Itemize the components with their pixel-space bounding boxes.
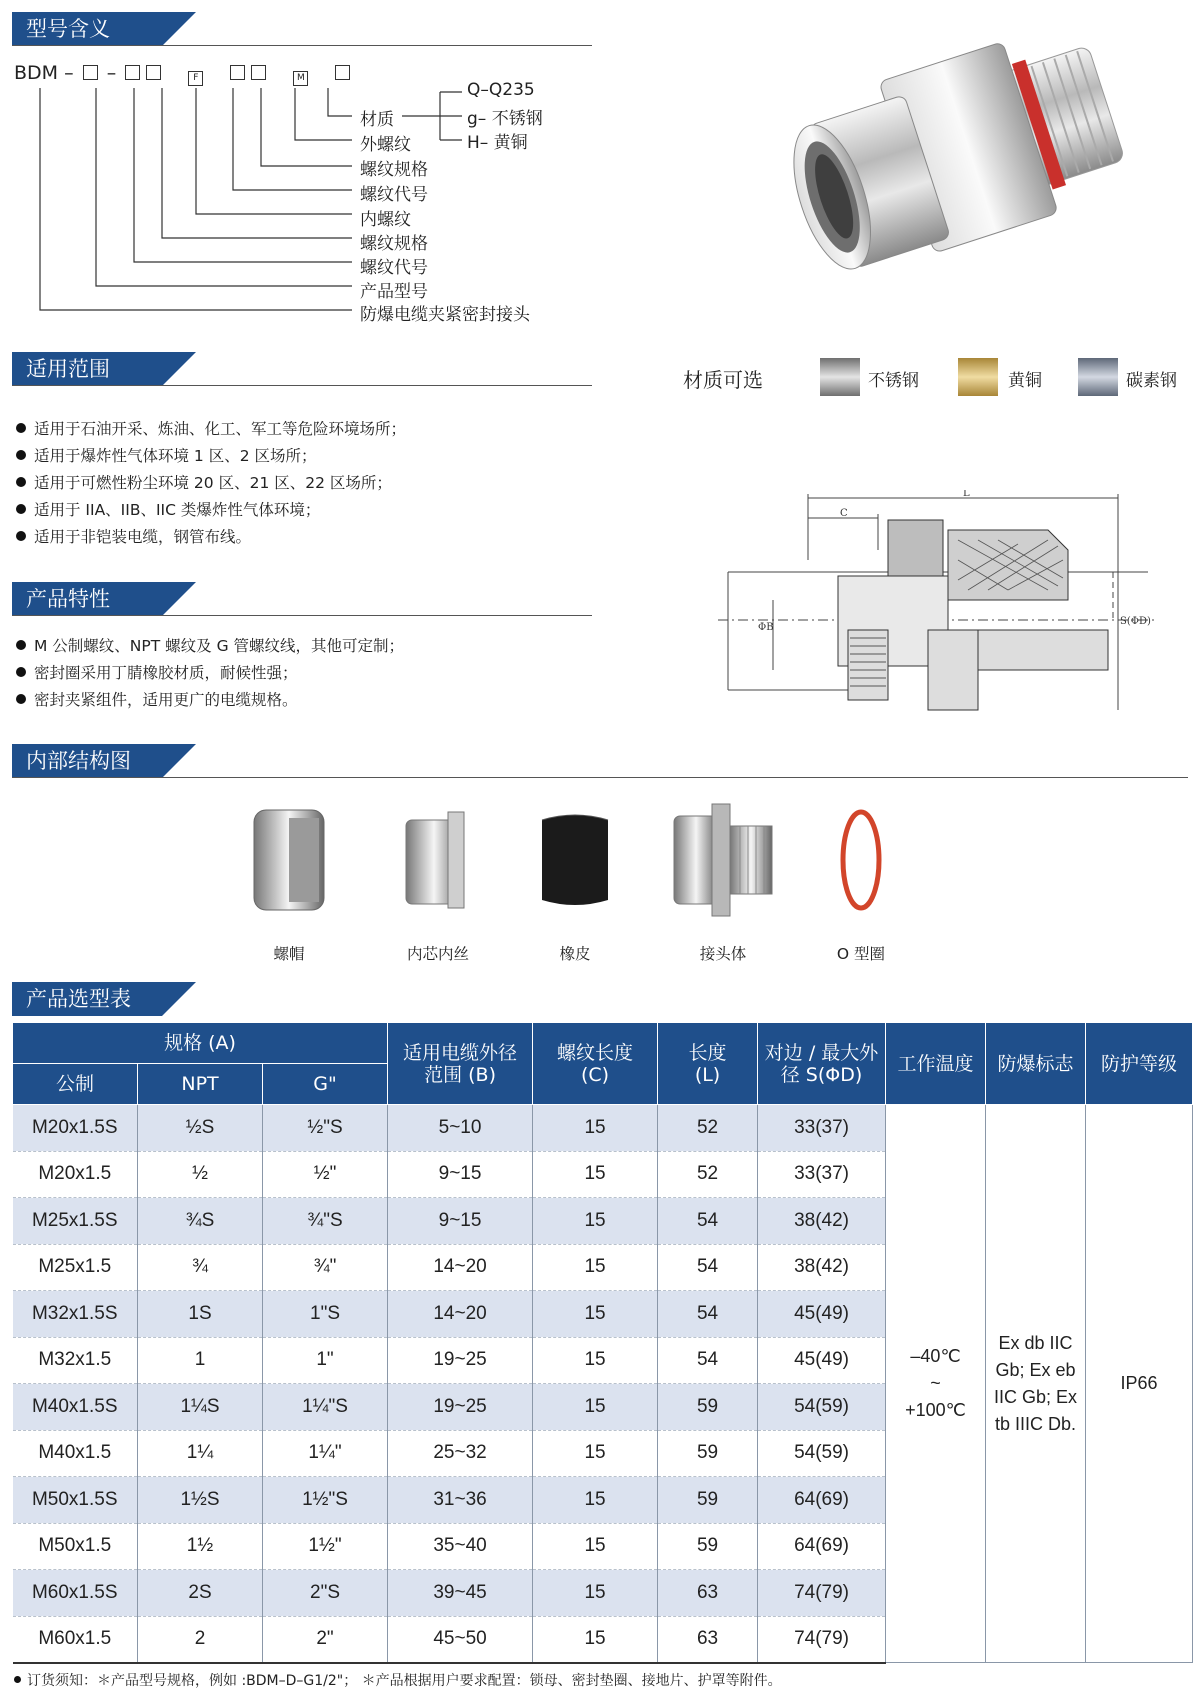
header-temp: 工作温度 xyxy=(886,1023,986,1105)
drawing-label-bore: ΦB xyxy=(758,622,774,633)
legend-thread-code: 螺纹代号 xyxy=(360,258,428,278)
part-label-body: 接头体 xyxy=(699,945,747,963)
leader-line xyxy=(233,88,352,190)
table-cell: 15 xyxy=(533,1384,658,1431)
section-title: 内部结构图 xyxy=(12,744,162,778)
table-cell: M32x1.5S xyxy=(13,1291,138,1338)
bullet-icon xyxy=(16,423,26,433)
list-item: M 公制螺纹、NPT 螺纹及 G 管螺纹线，其他可定制； xyxy=(16,633,404,660)
features-list xyxy=(16,633,404,714)
part-label-rubber: 橡皮 xyxy=(559,945,591,963)
header-hex: 对边 / 最大外 径 S(ΦD) xyxy=(758,1023,886,1105)
table-cell: 2S xyxy=(138,1570,263,1617)
table-cell: 9~15 xyxy=(388,1151,533,1198)
section-rule xyxy=(12,777,1188,778)
technical-drawing xyxy=(718,490,1180,720)
table-cell: 19~25 xyxy=(388,1337,533,1384)
table-cell: 1"S xyxy=(263,1291,388,1338)
swatch-stainless xyxy=(820,358,860,396)
table-cell: 54 xyxy=(658,1337,758,1384)
table-cell: 9~15 xyxy=(388,1198,533,1245)
table-cell: 64(69) xyxy=(758,1477,886,1524)
bullet-icon xyxy=(14,1676,21,1683)
table-cell: M40x1.5S xyxy=(13,1384,138,1431)
legend-thread-spec: 螺纹规格 xyxy=(360,160,428,180)
table-cell: 54 xyxy=(658,1291,758,1338)
table-cell: M40x1.5 xyxy=(13,1430,138,1477)
drawing-label-length: L xyxy=(963,490,970,499)
material-code: Q–Q235 xyxy=(467,80,535,100)
table-cell: 59 xyxy=(658,1523,758,1570)
header-thread-length: 螺纹长度 (C) xyxy=(533,1023,658,1105)
table-cell: 1½S xyxy=(138,1477,263,1524)
scope-list xyxy=(16,416,406,551)
legend-thread-spec: 螺纹规格 xyxy=(360,234,428,254)
table-cell: 45~50 xyxy=(388,1616,533,1663)
header-cable-range: 适用电缆外径 范围 (B) xyxy=(388,1023,533,1105)
header-npt: NPT xyxy=(138,1064,263,1105)
model-leader-lines xyxy=(0,0,600,330)
leader-line xyxy=(162,88,352,238)
table-cell: ¾"S xyxy=(263,1198,388,1245)
section-title: 产品特性 xyxy=(12,582,162,616)
table-cell: 15 xyxy=(533,1198,658,1245)
material-options-title: 材质可选 xyxy=(683,368,763,392)
table-cell: 15 xyxy=(533,1244,658,1291)
section-rule xyxy=(12,385,592,386)
table-cell: 14~20 xyxy=(388,1291,533,1338)
header-ex-mark: 防爆标志 xyxy=(986,1023,1086,1105)
bullet-icon xyxy=(16,694,26,704)
table-cell: 1½"S xyxy=(263,1477,388,1524)
part-rubber-image xyxy=(520,800,630,920)
material-code: H– 黄铜 xyxy=(467,133,528,153)
table-cell: M50x1.5 xyxy=(13,1523,138,1570)
table-cell: M20x1.5S xyxy=(13,1105,138,1152)
table-cell: ¾" xyxy=(263,1244,388,1291)
table-cell: 15 xyxy=(533,1616,658,1663)
part-label-inner-core: 内芯内丝 xyxy=(406,945,469,963)
list-item: 适用于非铠装电缆，钢管布线。 xyxy=(16,524,406,551)
table-cell: 33(37) xyxy=(758,1105,886,1152)
temp-cell: –40℃ ~ +100℃ xyxy=(886,1105,986,1663)
table-cell: 64(69) xyxy=(758,1523,886,1570)
table-cell: 1 xyxy=(138,1337,263,1384)
part-oring-image xyxy=(806,800,916,920)
table-cell: 2"S xyxy=(263,1570,388,1617)
product-photo xyxy=(760,18,1180,318)
legend-ext-thread: 外螺纹 xyxy=(360,135,411,155)
part-label-nut: 螺帽 xyxy=(273,945,305,963)
legend-thread-code: 螺纹代号 xyxy=(360,185,428,205)
table-cell: 33(37) xyxy=(758,1151,886,1198)
drawing-label-thread: C xyxy=(840,508,848,519)
table-cell: 15 xyxy=(533,1337,658,1384)
table-cell: 19~25 xyxy=(388,1384,533,1431)
swatch-label: 黄铜 xyxy=(1008,371,1042,391)
table-cell: 1½" xyxy=(263,1523,388,1570)
swatch-brass xyxy=(958,358,998,396)
leader-line xyxy=(134,88,352,262)
bullet-icon xyxy=(16,450,26,460)
drawing-label-hex: S(ΦD) xyxy=(1120,616,1151,627)
bullet-icon xyxy=(16,504,26,514)
list-item: 适用于爆炸性气体环境 1 区、2 区场所； xyxy=(16,443,406,470)
table-cell: 54(59) xyxy=(758,1430,886,1477)
table-cell: 63 xyxy=(658,1616,758,1663)
selection-table xyxy=(12,1022,1193,1664)
table-cell: M32x1.5 xyxy=(13,1337,138,1384)
section-title: 型号含义 xyxy=(12,12,162,46)
table-cell: 35~40 xyxy=(388,1523,533,1570)
ip-cell: IP66 xyxy=(1086,1105,1193,1663)
part-inner-core-image xyxy=(378,800,488,920)
table-cell: 31~36 xyxy=(388,1477,533,1524)
table-cell: 59 xyxy=(658,1384,758,1431)
order-note: 订货须知：＊产品型号规格，例如 :BDM–D–G1/2"； ＊产品根据用户要求配置：锁母、密封垫圈、接地片、护罩等附件。 xyxy=(14,1670,782,1690)
table-cell: 2 xyxy=(138,1616,263,1663)
model-sep: – xyxy=(106,62,117,84)
ex-mark-cell: Ex db IIC Gb; Ex eb IIC Gb; Ex tb IIIC Db. xyxy=(986,1105,1086,1663)
swatch-carbon xyxy=(1078,358,1118,396)
table-cell: M50x1.5S xyxy=(13,1477,138,1524)
table-cell: 5~10 xyxy=(388,1105,533,1152)
legend-product-name: 防爆电缆夹紧密封接头 xyxy=(360,305,530,325)
table-cell: ½S xyxy=(138,1105,263,1152)
table-body xyxy=(13,1105,1193,1663)
model-prefix: BDM xyxy=(14,62,59,84)
table-cell: 15 xyxy=(533,1430,658,1477)
legend-product-model: 产品型号 xyxy=(360,282,428,302)
table-cell: M25x1.5S xyxy=(13,1198,138,1245)
table-cell: 15 xyxy=(533,1105,658,1152)
table-cell: ½"S xyxy=(263,1105,388,1152)
table-row xyxy=(13,1105,1193,1152)
table-cell: 54 xyxy=(658,1244,758,1291)
header-length: 长度 (L) xyxy=(658,1023,758,1105)
table-cell: 59 xyxy=(658,1477,758,1524)
legend-int-thread: 内螺纹 xyxy=(360,210,411,230)
code-box-f: F xyxy=(188,71,203,86)
list-item: 密封圈采用丁腈橡胶材质，耐候性强； xyxy=(16,660,404,687)
table-cell: ¾ xyxy=(138,1244,263,1291)
leader-line xyxy=(295,88,352,140)
table-cell: M25x1.5 xyxy=(13,1244,138,1291)
table-cell: 63 xyxy=(658,1570,758,1617)
header-ip: 防护等级 xyxy=(1086,1023,1193,1105)
swatch-label: 不锈钢 xyxy=(868,371,919,391)
table-cell: 38(42) xyxy=(758,1198,886,1245)
table-cell: M60x1.5S xyxy=(13,1570,138,1617)
list-item: 密封夹紧组件，适用更广的电缆规格。 xyxy=(16,687,404,714)
list-item: 适用于石油开采、炼油、化工、军工等危险环境场所； xyxy=(16,416,406,443)
table-cell: 59 xyxy=(658,1430,758,1477)
table-cell: ¾S xyxy=(138,1198,263,1245)
table-cell: 2" xyxy=(263,1616,388,1663)
leader-line xyxy=(328,88,352,116)
table-cell: 45(49) xyxy=(758,1337,886,1384)
bullet-icon xyxy=(16,531,26,541)
bullet-icon xyxy=(16,640,26,650)
list-item: 适用于 IIA、IIB、IIC 类爆炸性气体环境； xyxy=(16,497,406,524)
table-cell: 52 xyxy=(658,1151,758,1198)
table-cell: ½" xyxy=(263,1151,388,1198)
table-cell: 15 xyxy=(533,1570,658,1617)
table-cell: 74(79) xyxy=(758,1616,886,1663)
table-cell: 1¼S xyxy=(138,1384,263,1431)
leader-line xyxy=(261,88,352,166)
table-cell: 15 xyxy=(533,1291,658,1338)
table-cell: 1¼"S xyxy=(263,1384,388,1431)
list-item: 适用于可燃性粉尘环境 20 区、21 区、22 区场所； xyxy=(16,470,406,497)
table-cell: ½ xyxy=(138,1151,263,1198)
section-title: 适用范围 xyxy=(12,352,162,386)
section-title: 产品选型表 xyxy=(12,982,162,1016)
part-body-image xyxy=(668,800,778,920)
table-cell: 15 xyxy=(533,1151,658,1198)
table-cell: 1¼" xyxy=(263,1430,388,1477)
table-cell: 25~32 xyxy=(388,1430,533,1477)
bullet-icon xyxy=(16,477,26,487)
model-sep: – xyxy=(64,62,74,84)
table-cell: 54(59) xyxy=(758,1384,886,1431)
table-cell: M20x1.5 xyxy=(13,1151,138,1198)
material-code: g– 不锈钢 xyxy=(467,109,543,129)
section-rule xyxy=(12,615,592,616)
table-cell: M60x1.5 xyxy=(13,1616,138,1663)
table-cell: 1S xyxy=(138,1291,263,1338)
table-cell: 15 xyxy=(533,1523,658,1570)
code-box-m: M xyxy=(293,71,308,86)
legend-material: 材质 xyxy=(360,110,394,130)
table-cell: 14~20 xyxy=(388,1244,533,1291)
header-g: G" xyxy=(263,1064,388,1105)
table-cell: 74(79) xyxy=(758,1570,886,1617)
bullet-icon xyxy=(16,667,26,677)
table-cell: 39~45 xyxy=(388,1570,533,1617)
part-nut-image xyxy=(234,800,344,920)
table-cell: 38(42) xyxy=(758,1244,886,1291)
part-label-oring: O 型圈 xyxy=(836,945,886,963)
header-metric: 公制 xyxy=(13,1064,138,1105)
header-spec-group: 规格 (A) xyxy=(13,1023,388,1064)
table-cell: 52 xyxy=(658,1105,758,1152)
table-cell: 1¼ xyxy=(138,1430,263,1477)
table-cell: 15 xyxy=(533,1477,658,1524)
swatch-label: 碳素钢 xyxy=(1126,371,1177,391)
table-cell: 54 xyxy=(658,1198,758,1245)
table-cell: 45(49) xyxy=(758,1291,886,1338)
table-cell: 1" xyxy=(263,1337,388,1384)
table-cell: 1½ xyxy=(138,1523,263,1570)
